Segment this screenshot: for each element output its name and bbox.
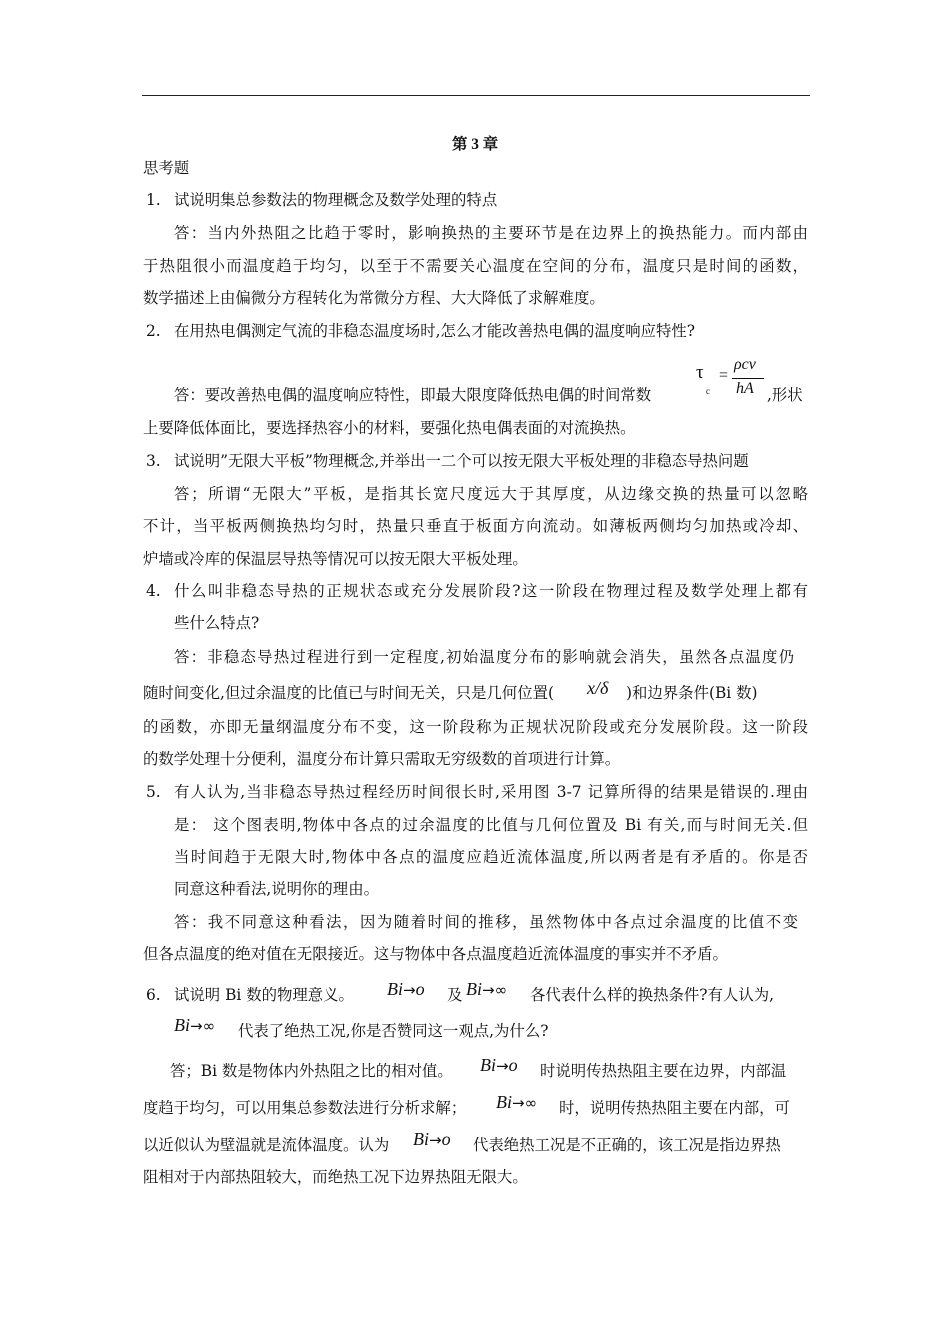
q5-question: 当时间趋于无限大时,物体中各点的温度应趋近流体温度,所以两者是有矛盾的。你是否 bbox=[174, 848, 808, 866]
bi-to-zero: Bi→o bbox=[413, 1129, 451, 1149]
q5-number: 5. bbox=[146, 783, 161, 801]
q6-answer-text: 时，说明传热热阻主要在内部，可 bbox=[559, 1099, 790, 1117]
bi-to-zero: Bi→o bbox=[480, 1055, 518, 1075]
q4-question: 些什么特点? bbox=[174, 614, 260, 632]
q5-question: 是： 这个图表明,物体中各点的过余温度的比值与几何位置及 Bi 有关,而与时间无关.但 bbox=[174, 816, 808, 834]
q6-answer-text: 阻相对于内部热阻较大，而绝热工况下边界热阻无限大。 bbox=[143, 1168, 528, 1186]
formula-denominator: hA bbox=[736, 380, 754, 397]
chapter-title: 第 3 章 bbox=[452, 136, 499, 153]
q3-answer-line: 炉墙或冷库的保温层导热等情况可以按无限大平板处理。 bbox=[143, 550, 528, 568]
bi-to-infinity: Bi→∞ bbox=[496, 1092, 538, 1112]
q1-number: 1. bbox=[146, 191, 161, 209]
tau-symbol: τ bbox=[696, 362, 704, 383]
q4-answer-text: )和边界条件(Bi 数) bbox=[626, 684, 758, 702]
q6-answer-text: 度趋于均匀，可以用集总参数法进行分析求解； bbox=[143, 1099, 467, 1117]
q3-answer-line: 答；所谓“无限大”平板，是指其长宽尺度远大于其厚度，从边缘交换的热量可以忽略 bbox=[174, 485, 808, 503]
q6-question-text: 各代表什么样的换热条件?有人认为, bbox=[530, 986, 775, 1004]
q2-answer-text: ,形状 bbox=[767, 386, 803, 404]
x-over-delta: x/δ bbox=[587, 678, 609, 698]
q5-answer-line: 答：我不同意这种看法，因为随着时间的推移，虽然物体中各点过余温度的比值不变 bbox=[174, 913, 798, 931]
section-title: 思考题 bbox=[143, 159, 190, 177]
q5-question: 有人认为,当非稳态导热过程经历时间很长时,采用图 3-7 记算所得的结果是错误的.理由 bbox=[174, 783, 808, 801]
q6-answer-text: 答；Bi 数是物体内外热阻之比的相对值。 bbox=[170, 1062, 453, 1080]
time-constant-formula bbox=[696, 356, 776, 406]
bi-to-infinity: Bi→∞ bbox=[174, 1015, 216, 1035]
header-rule bbox=[142, 95, 810, 96]
tau-subscript: c bbox=[706, 386, 710, 396]
q4-answer-line: 答：非稳态导热过程进行到一定程度,初始温度分布的影响就会消失，虽然各点温度仍 bbox=[174, 648, 794, 666]
q5-question: 同意这种看法,说明你的理由。 bbox=[174, 880, 379, 898]
q2-answer-text: 答：要改善热电偶的温度响应特性，即最大限度降低热电偶的时间常数 bbox=[174, 386, 652, 404]
q2-answer-line: 上要降低体面比，要选择热容小的材料，要强化热电偶表面的对流换热。 bbox=[143, 419, 636, 437]
q2-question: 在用热电偶测定气流的非稳态温度场时,怎么才能改善热电偶的温度响应特性? bbox=[174, 322, 696, 340]
q2-number: 2. bbox=[146, 322, 161, 340]
q6-question-text: 及 bbox=[447, 986, 463, 1004]
bi-to-infinity: Bi→∞ bbox=[466, 979, 508, 999]
q1-question: 试说明集总参数法的物理概念及数学处理的特点 bbox=[174, 191, 498, 209]
q1-answer-line: 于热阻很小而温度趋于均匀，以至于不需要关心温度在空间的分布，温度只是时间的函数， bbox=[143, 257, 808, 275]
q6-answer-text: 时说明传热热阻主要在边界，内部温 bbox=[540, 1062, 787, 1080]
q1-answer-line: 数学描述上由偏微分方程转化为常微分方程、大大降低了求解难度。 bbox=[143, 289, 605, 307]
q4-answer-text: 随时间变化,但过余温度的比值已与时间无关，只是几何位置( bbox=[143, 684, 555, 702]
q6-question-text: 试说明 Bi 数的物理意义。 bbox=[174, 986, 354, 1004]
q4-number: 4. bbox=[146, 582, 161, 600]
q3-answer-line: 不计，当平板两侧换热均匀时，热量只垂直于板面方向流动。如薄板两侧均匀加热或冷却、 bbox=[143, 517, 808, 535]
q4-question: 什么叫非稳态导热的正规状态或充分发展阶段?这一阶段在物理过程及数学处理上都有 bbox=[174, 582, 808, 600]
q4-answer-line: 的函数，亦即无量纲温度分布不变，这一阶段称为正规状况阶段或充分发展阶段。这一阶段 bbox=[143, 718, 808, 736]
q3-number: 3. bbox=[146, 452, 161, 470]
q6-number: 6. bbox=[146, 986, 161, 1004]
bi-to-zero: Bi→o bbox=[387, 979, 425, 999]
fraction-bar bbox=[732, 378, 764, 379]
equals-sign: = bbox=[719, 367, 729, 384]
q4-answer-line: 的数学处理十分便利，温度分布计算只需取无穷级数的首项进行计算。 bbox=[143, 750, 621, 768]
formula-numerator: ρcv bbox=[734, 356, 756, 373]
q6-question-text: 代表了绝热工况,你是否赞同这一观点,为什么? bbox=[238, 1022, 549, 1040]
q6-answer-text: 以近似认为壁温就是流体温度。认为 bbox=[143, 1136, 390, 1154]
q5-answer-line: 但各点温度的绝对值在无限接近。这与物体中各点温度趋近流体温度的事实并不矛盾。 bbox=[143, 945, 728, 963]
q3-question: 试说明”无限大平板”物理概念,并举出一二个可以按无限大平板处理的非稳态导热问题 bbox=[174, 452, 749, 470]
q6-answer-text: 代表绝热工况是不正确的，该工况是指边界热 bbox=[473, 1136, 781, 1154]
q1-answer-line: 答：当内外热阻之比趋于零时，影响换热的主要环节是在边界上的换热能力。而内部由 bbox=[174, 224, 808, 242]
